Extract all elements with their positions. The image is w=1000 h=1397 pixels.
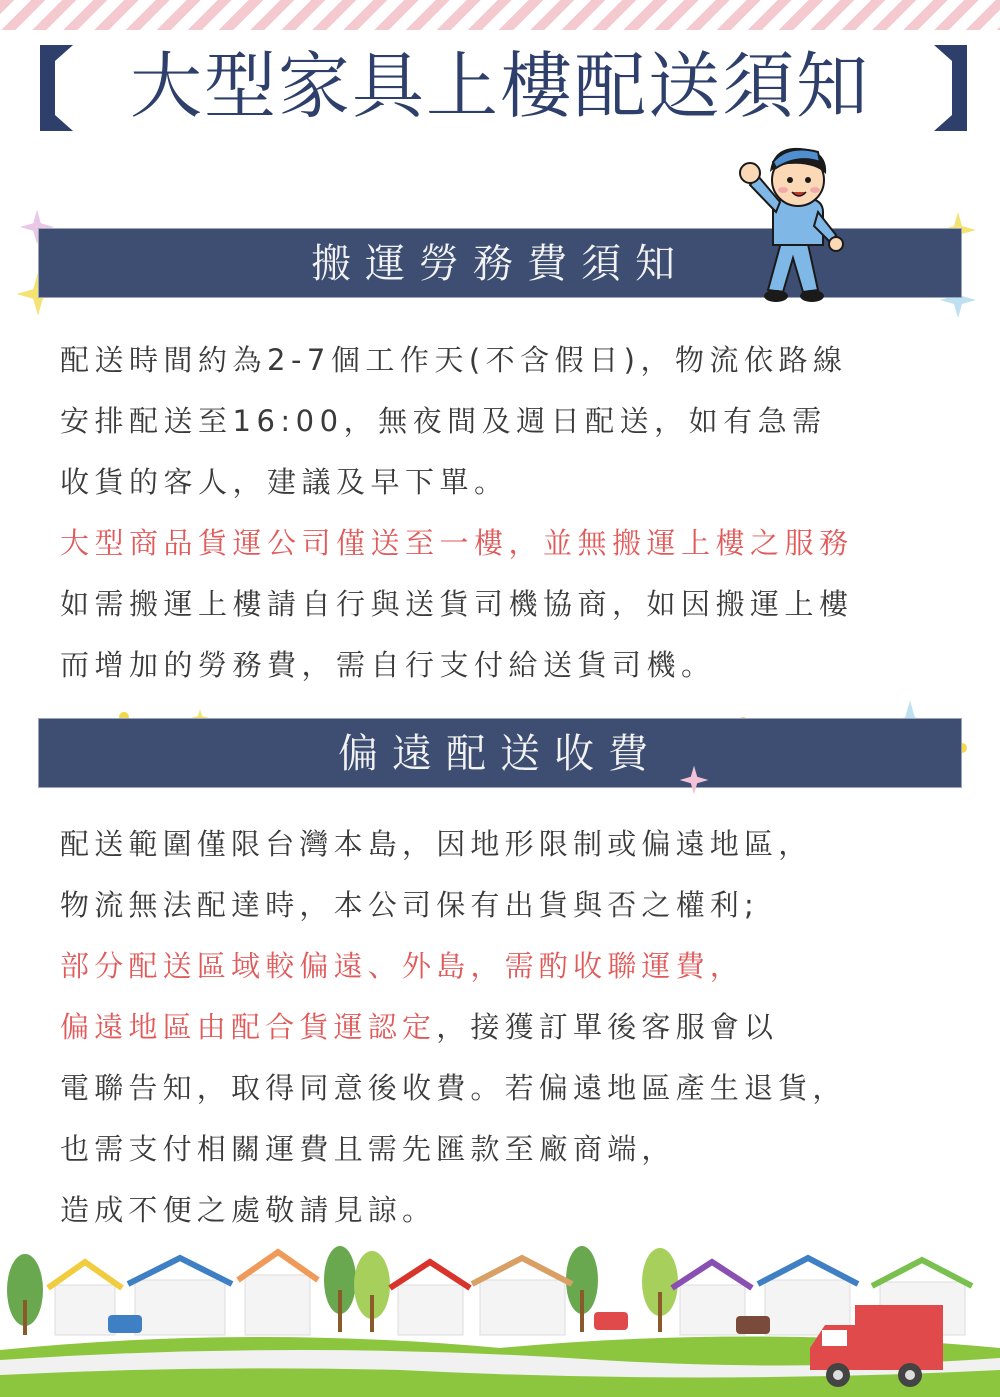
- paragraph-line: 而增加的勞務費，需自行支付給送貨司機。: [60, 648, 716, 682]
- highlight-text: 偏遠地區由配合貨運認定: [60, 1010, 437, 1044]
- star-icon: [678, 764, 710, 796]
- paragraph-line: 配送範圍僅限台灣本島，因地形限制或偏遠地區，: [60, 827, 813, 861]
- section-remote-fee-body: [60, 814, 960, 1241]
- section-banner-remote-fee: [38, 718, 962, 788]
- title-row: [0, 45, 1000, 140]
- delivery-worker-icon: [728, 140, 858, 310]
- paragraph-text: ，接獲訂單後客服會以: [436, 1010, 779, 1044]
- right-bracket-icon: [934, 45, 967, 131]
- town-illustration: [0, 1240, 1000, 1397]
- section-labor-fee-body: [60, 330, 960, 696]
- section-heading: 搬運勞務費須知: [311, 241, 689, 287]
- page-title: 大型家具上樓配送須知: [129, 44, 870, 128]
- left-bracket-icon: [40, 45, 73, 131]
- top-stripe-border: [0, 0, 1000, 30]
- paragraph-line: 配送時間約為2-7個工作天(不含假日)，物流依路線: [60, 343, 848, 377]
- highlight-line: 部分配送區域較偏遠、外島，需酌收聯運費，: [60, 949, 745, 983]
- paragraph-line: 收貨的客人，建議及早下單。: [60, 465, 509, 499]
- paragraph-line: 電聯告知，取得同意後收費。若偏遠地區產生退貨，: [60, 1071, 847, 1105]
- paragraph-line: 安排配送至16:00，無夜間及週日配送，如有急需: [60, 404, 827, 438]
- highlight-line: 大型商品貨運公司僅送至一樓，並無搬運上樓之服務: [60, 526, 854, 560]
- paragraph-line: 如需搬運上樓請自行與送貨司機協商，如因搬運上樓: [60, 587, 854, 621]
- paragraph-line: 也需支付相關運費且需先匯款至廠商端，: [60, 1132, 676, 1166]
- mixed-line: [60, 997, 960, 1058]
- paragraph-line: 物流無法配達時，本公司保有出貨與否之權利;: [60, 888, 759, 922]
- section-heading: 偏遠配送收費: [338, 731, 662, 777]
- paragraph-line: 造成不便之處敬請見諒。: [60, 1193, 437, 1227]
